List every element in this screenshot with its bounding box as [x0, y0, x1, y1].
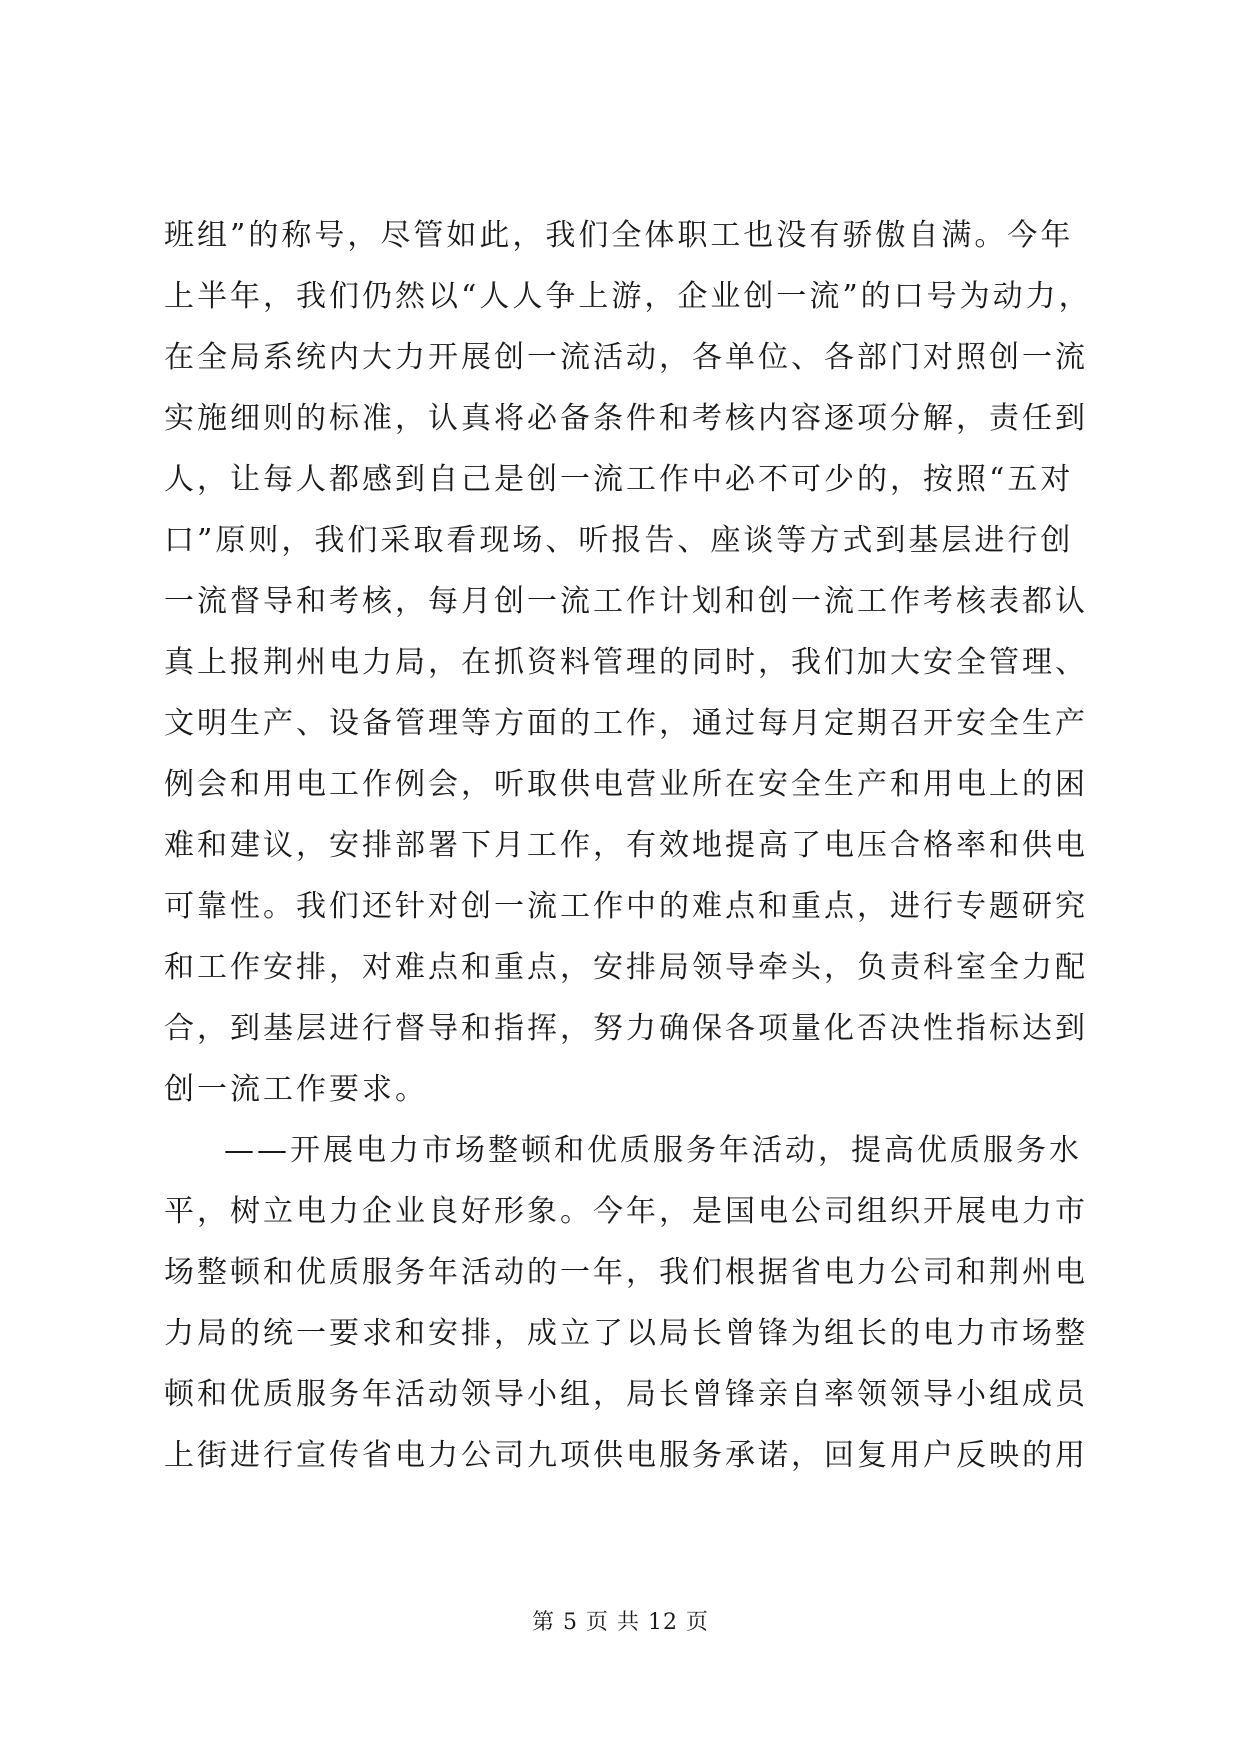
text-line: 在全局系统内大力开展创一流活动，各单位、各部门对照创一流 [164, 340, 1088, 375]
text-line: 人，让每人都感到自己是创一流工作中必不可少的，按照“五对 [164, 462, 1074, 497]
text-line-indented: ——开展电力市场整顿和优质服务年活动，提高优质服务水 [224, 1133, 1082, 1168]
text-line: 合，到基层进行督导和指挥，努力确保各项量化否决性指标达到 [164, 1011, 1088, 1046]
text-line: 实施细则的标准，认真将必备条件和考核内容逐项分解，责任到 [164, 401, 1088, 436]
text-line: 创一流工作要求。 [164, 1072, 428, 1107]
body-text [164, 205, 1092, 1486]
text-line: 上街进行宣传省电力公司九项供电服务承诺，回复用户反映的用 [164, 1438, 1088, 1473]
text-line: 例会和用电工作例会，听取供电营业所在安全生产和用电上的困 [164, 767, 1088, 802]
text-line: 难和建议，安排部署下月工作，有效地提高了电压合格率和供电 [164, 828, 1088, 863]
text-line: 口”原则，我们采取看现场、听报告、座谈等方式到基层进行创 [164, 523, 1074, 558]
page-number-footer: 第 5 页 共 12 页 [532, 1610, 709, 1635]
text-line: 场整顿和优质服务年活动的一年，我们根据省电力公司和荆州电 [164, 1255, 1088, 1290]
text-line: 真上报荆州电力局，在抓资料管理的同时，我们加大安全管理、 [164, 645, 1088, 680]
text-line: 和工作安排，对难点和重点，安排局领导牵头，负责科室全力配 [164, 950, 1088, 985]
text-line: 可靠性。我们还针对创一流工作中的难点和重点，进行专题研究 [164, 889, 1088, 924]
text-line: 力局的统一要求和安排，成立了以局长曾锋为组长的电力市场整 [164, 1316, 1088, 1351]
text-line: 文明生产、设备管理等方面的工作，通过每月定期召开安全生产 [164, 706, 1088, 741]
text-line: 平，树立电力企业良好形象。今年，是国电公司组织开展电力市 [164, 1194, 1088, 1229]
text-line: 班组”的称号，尽管如此，我们全体职工也没有骄傲自满。今年 [164, 218, 1074, 253]
text-line: 上半年，我们仍然以“人人争上游，企业创一流”的口号为动力， [164, 279, 1092, 314]
text-line: 顿和优质服务年活动领导小组，局长曾锋亲自率领领导小组成员 [164, 1377, 1088, 1412]
text-line: 一流督导和考核，每月创一流工作计划和创一流工作考核表都认 [164, 584, 1088, 619]
